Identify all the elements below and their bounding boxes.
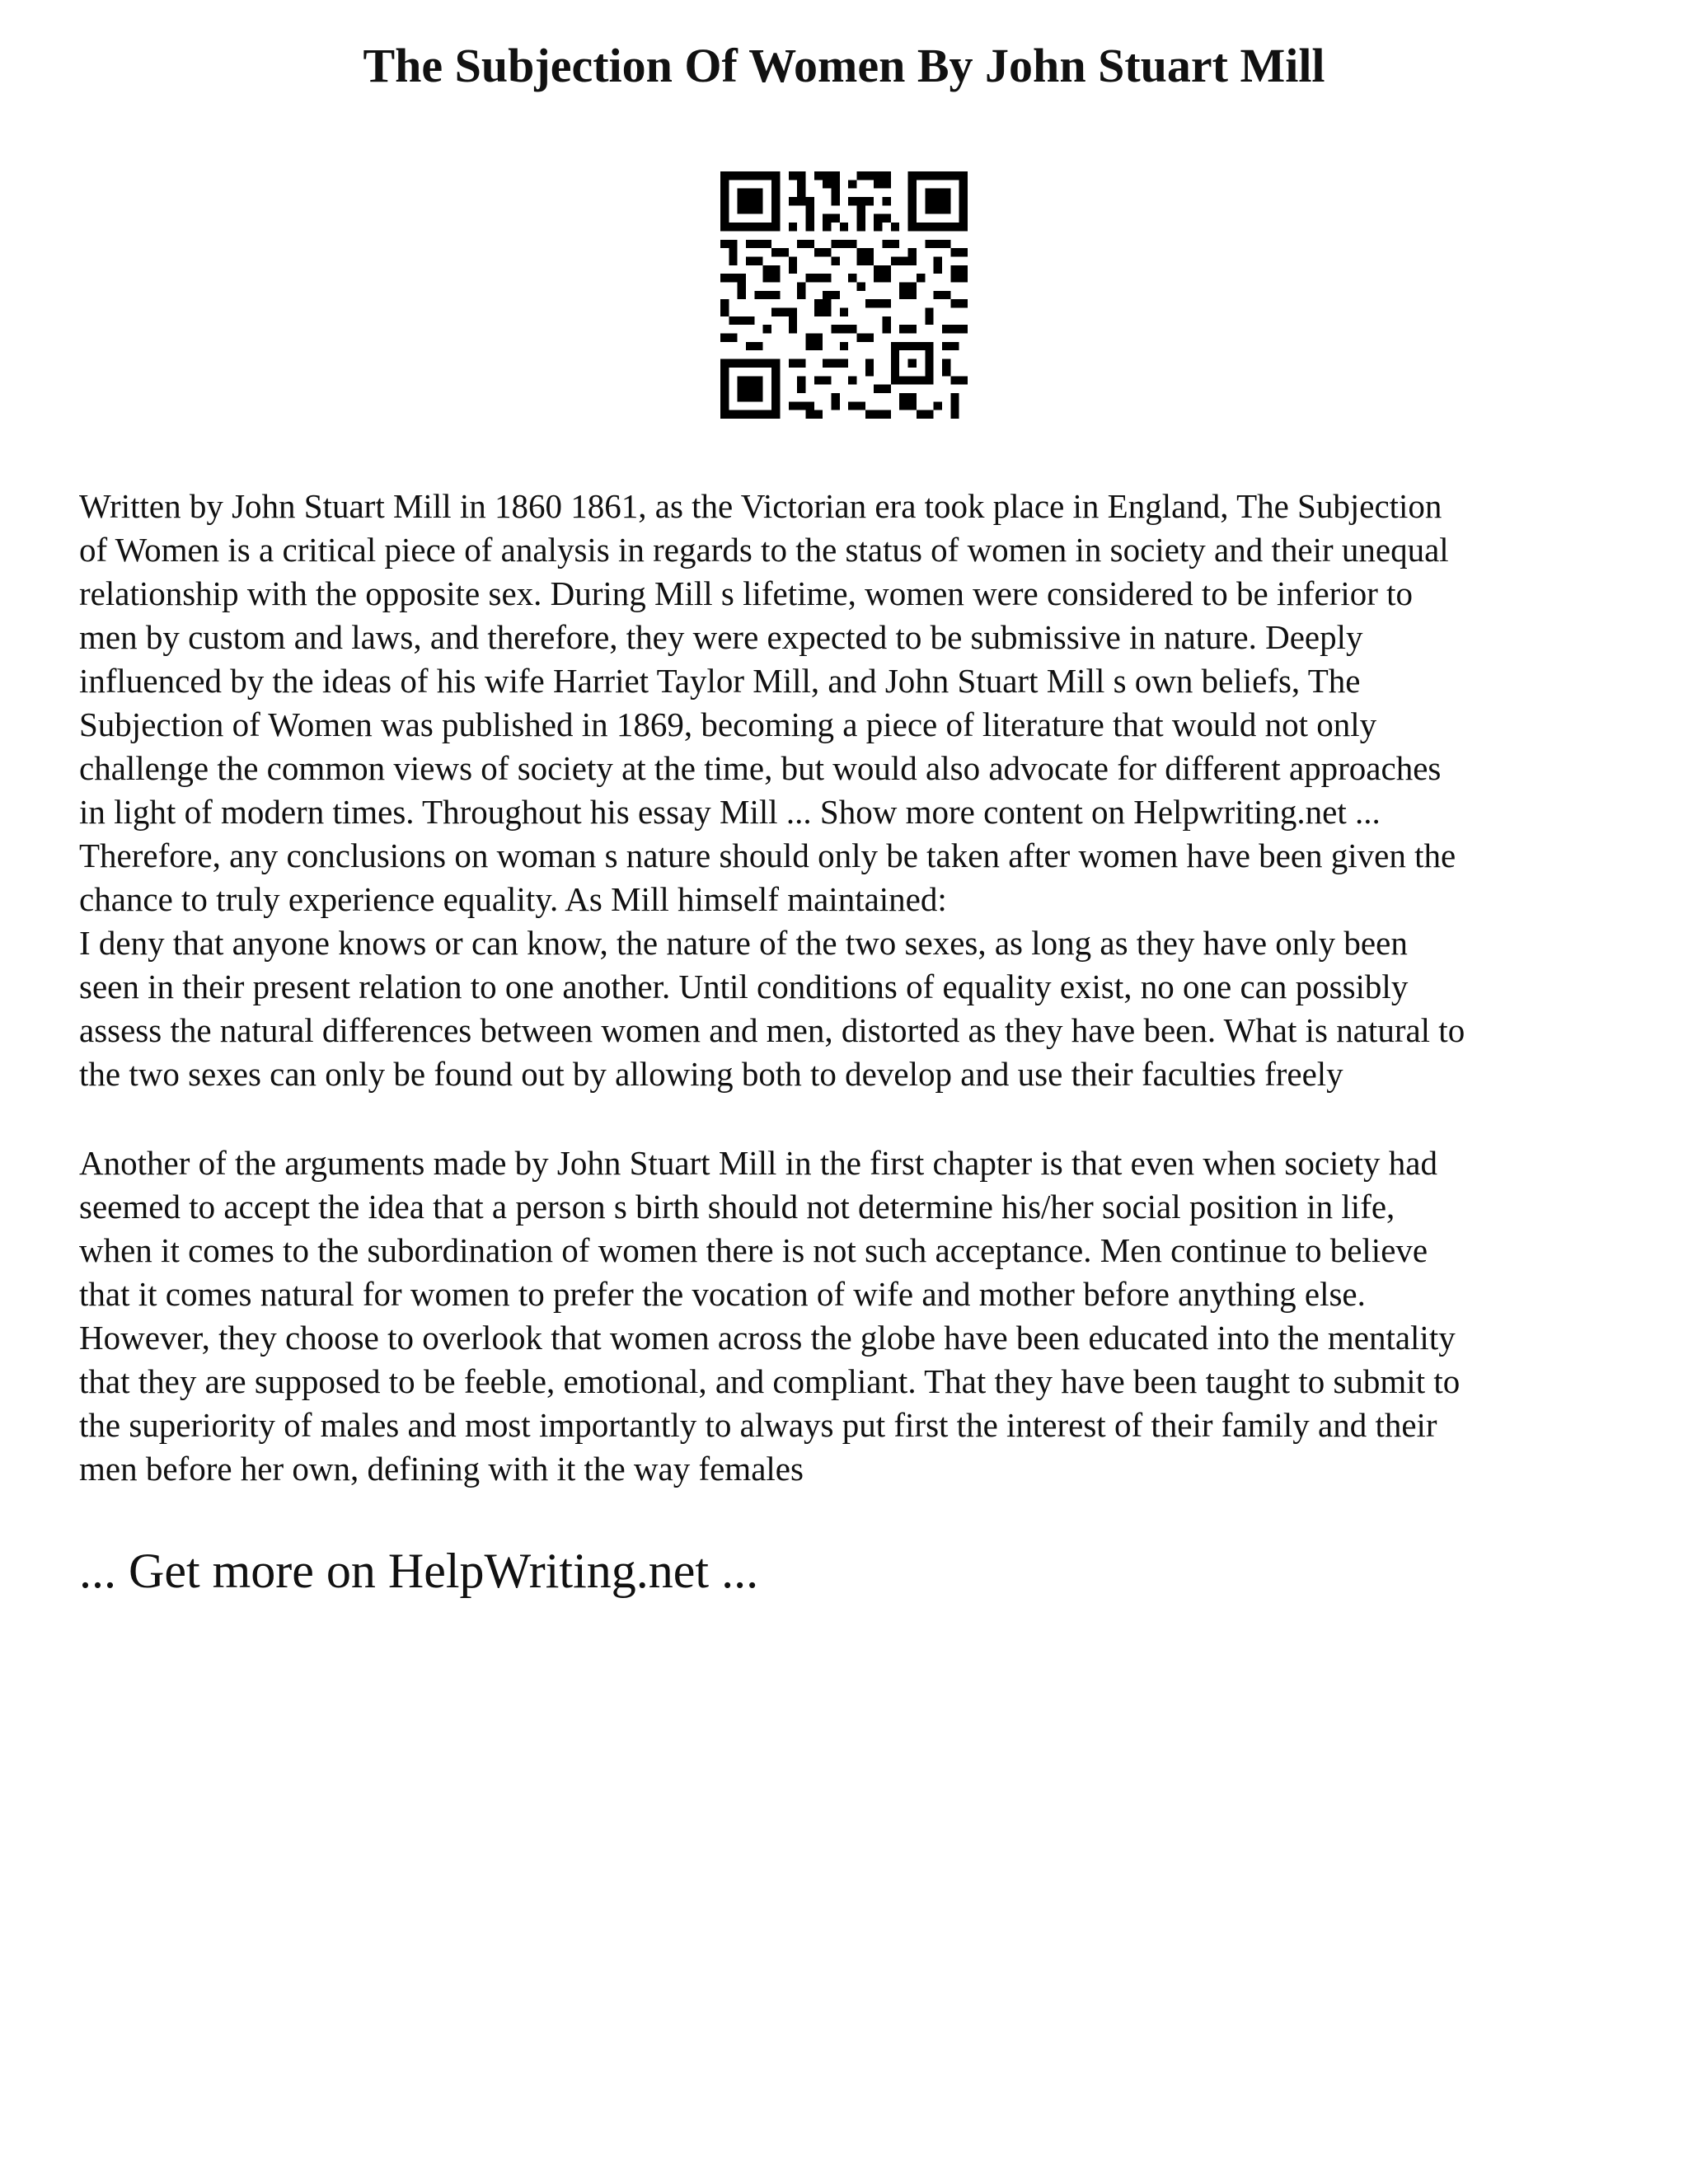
quote-line: the two sexes can only be found out by allowing both to develop and use their faculties freely <box>79 1055 1343 1093</box>
text-line: that it comes natural for women to prefer the vocation of wife and mother before anything else. <box>79 1275 1366 1313</box>
text-line: Subjection of Women was published in 1869, becoming a piece of literature that would not only <box>79 705 1377 743</box>
text-line: men by custom and laws, and therefore, they were expected to be submissive in nature. Deeply <box>79 618 1363 656</box>
qr-code-icon <box>720 171 968 419</box>
page-title: The Subjection Of Women By John Stuart Mill <box>363 39 1325 92</box>
text-line: chance to truly experience equality. As Mill himself maintained: <box>79 880 947 918</box>
quote-line: assess the natural differences between women and men, distorted as they have been. What is natural to <box>79 1011 1465 1049</box>
text-line: relationship with the opposite sex. During Mill s lifetime, women were considered to be inferior to <box>79 574 1413 612</box>
quote-line: I deny that anyone knows or can know, the nature of the two sexes, as long as they have only been <box>79 924 1408 962</box>
text-line: when it comes to the subordination of women there is not such acceptance. Men continue to believe <box>79 1231 1428 1269</box>
text-line: challenge the common views of society at the time, but would also advocate for different approaches <box>79 749 1442 787</box>
text-line: However, they choose to overlook that women across the globe have been educated into the mentality <box>79 1319 1456 1357</box>
text-line: seemed to accept the idea that a person s birth should not determine his/her social position in life, <box>79 1188 1395 1226</box>
text-line: of Women is a critical piece of analysis in regards to the status of women in society and their unequal <box>79 531 1449 569</box>
text-line: that they are supposed to be feeble, emotional, and compliant. That they have been taught to submit to <box>79 1362 1461 1400</box>
quote-line: seen in their present relation to one another. Until conditions of equality exist, no one can possibly <box>79 968 1409 1005</box>
body-paragraph-1 <box>79 485 1629 1096</box>
text-line: the superiority of males and most importantly to always put first the interest of their family and their <box>79 1406 1437 1444</box>
qr-code-graphic <box>720 171 968 419</box>
text-line: Another of the arguments made by John Stuart Mill in the first chapter is that even when society had <box>79 1144 1437 1182</box>
text-line: men before her own, defining with it the way females <box>79 1450 804 1488</box>
text-line: Written by John Stuart Mill in 1860 1861, as the Victorian era took place in England, The Subjection <box>79 487 1442 525</box>
body-paragraph-2 <box>79 1141 1629 1491</box>
text-line: in light of modern times. Throughout his essay Mill ... Show more content on Helpwriting.net ... <box>79 793 1381 831</box>
get-more-link[interactable]: ... Get more on HelpWriting.net ... <box>79 1544 759 1598</box>
text-line: influenced by the ideas of his wife Harriet Taylor Mill, and John Stuart Mill s own beliefs, The <box>79 662 1361 700</box>
text-line: Therefore, any conclusions on woman s nature should only be taken after women have been given the <box>79 837 1456 874</box>
